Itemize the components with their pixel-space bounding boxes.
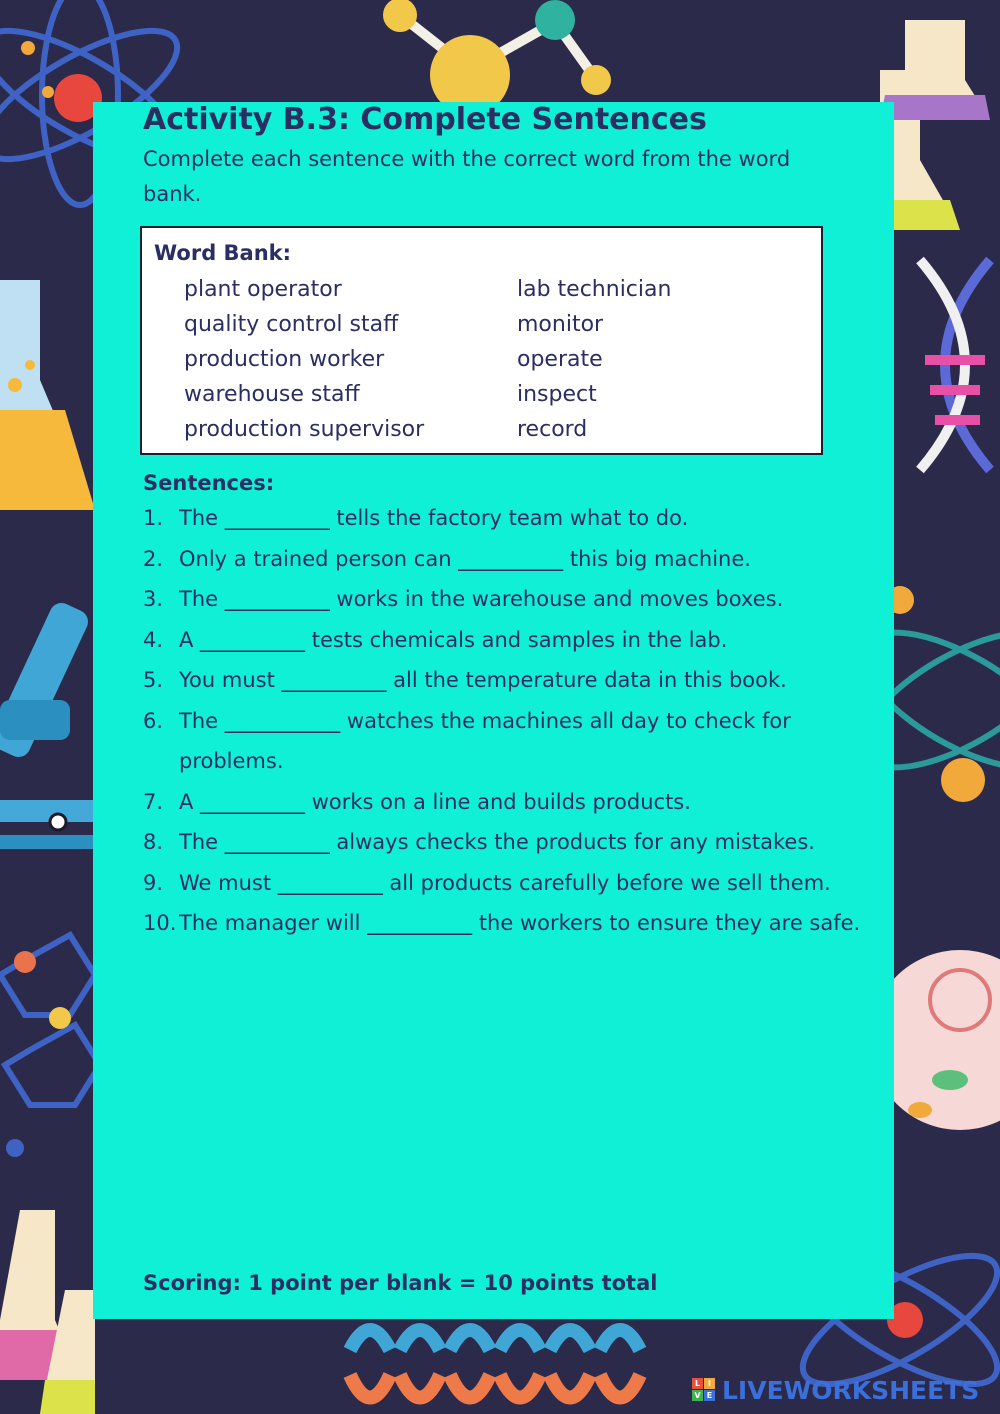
sentence-item (143, 620, 863, 661)
sentence-number: 9. (143, 870, 164, 895)
logo-letter-v: V (692, 1390, 703, 1401)
sentence-item (143, 903, 863, 944)
word-bank-word: monitor (517, 312, 604, 337)
sentence-number: 2. (143, 546, 164, 571)
liveworksheets-wordmark: LIVEWORKSHEETS (722, 1375, 980, 1405)
activity-title: Activity B.3: Complete Sentences (143, 102, 707, 137)
sentence-number: 3. (143, 587, 164, 611)
beaker-icon (0, 280, 95, 510)
logo-letter-l: L (692, 1378, 703, 1389)
sentence-number: 10. (143, 911, 177, 935)
sentence-item (143, 498, 863, 539)
word-bank-word: lab technician (517, 277, 672, 302)
sentence-number: 1. (143, 506, 164, 530)
word-bank-right-column (517, 272, 671, 447)
sentence-number: 8. (143, 830, 164, 854)
sentence-number: 4. (143, 627, 164, 652)
logo-letter-i: I (704, 1378, 715, 1389)
sentence-text: The ___________ watches the machines all day to check for problems. (179, 708, 791, 773)
word-bank-word: warehouse staff (184, 382, 360, 407)
sentence-item (143, 539, 863, 580)
word-bank-title: Word Bank: (154, 241, 292, 265)
decorative-arches (350, 1330, 640, 1398)
sentence-text: You must __________ all the temperature data in this book. (179, 668, 787, 692)
sentence-text: The manager will __________ the workers to ensure they are safe. (179, 911, 861, 935)
sentence-item (143, 863, 863, 904)
microscope-icon (0, 599, 95, 849)
sentence-text: The __________ tells the factory team what to do. (179, 506, 689, 530)
word-bank-word: record (517, 417, 588, 442)
sentence-item (143, 782, 863, 823)
sentence-text: The __________ works in the warehouse and moves boxes. (179, 587, 784, 611)
word-bank-word: production worker (184, 347, 385, 372)
sentence-text: A __________ tests chemicals and samples in the lab. (179, 627, 728, 652)
sentences-title: Sentences: (143, 471, 275, 495)
word-bank-word: quality control staff (184, 312, 399, 337)
worksheet-card (93, 102, 894, 1319)
sentence-text: The __________ always checks the products for any mistakes. (179, 830, 815, 854)
liveworksheets-logo-icon (692, 1378, 716, 1402)
scoring-note: Scoring: 1 point per blank = 10 points total (143, 1271, 658, 1295)
sentence-list (143, 498, 863, 944)
sentence-item (143, 822, 863, 863)
sentence-text: A __________ works on a line and builds products. (179, 789, 691, 814)
dna-icon (920, 260, 990, 470)
sentence-text: Only a trained person can __________ this big machine. (179, 546, 751, 571)
word-bank-box (140, 226, 823, 455)
word-bank-word: operate (517, 347, 603, 372)
sentence-text: We must __________ all products carefully before we sell them. (179, 870, 831, 895)
sentence-number: 5. (143, 668, 164, 692)
sentence-item (143, 701, 863, 782)
word-bank-word: production supervisor (184, 417, 425, 442)
sentence-number: 7. (143, 789, 164, 814)
sentence-item (143, 579, 863, 620)
sentence-number: 6. (143, 708, 164, 733)
liveworksheets-logo[interactable] (692, 1374, 979, 1406)
activity-instructions: Complete each sentence with the correct word from the word bank. (143, 147, 791, 206)
logo-letter-e: E (704, 1390, 715, 1401)
molecule-icon (383, 0, 611, 115)
word-bank-word: plant operator (184, 277, 342, 302)
word-bank-word: inspect (517, 382, 597, 407)
test-tube-icon (0, 1210, 95, 1414)
sentence-item (143, 660, 863, 701)
word-bank-left-column (184, 272, 424, 447)
